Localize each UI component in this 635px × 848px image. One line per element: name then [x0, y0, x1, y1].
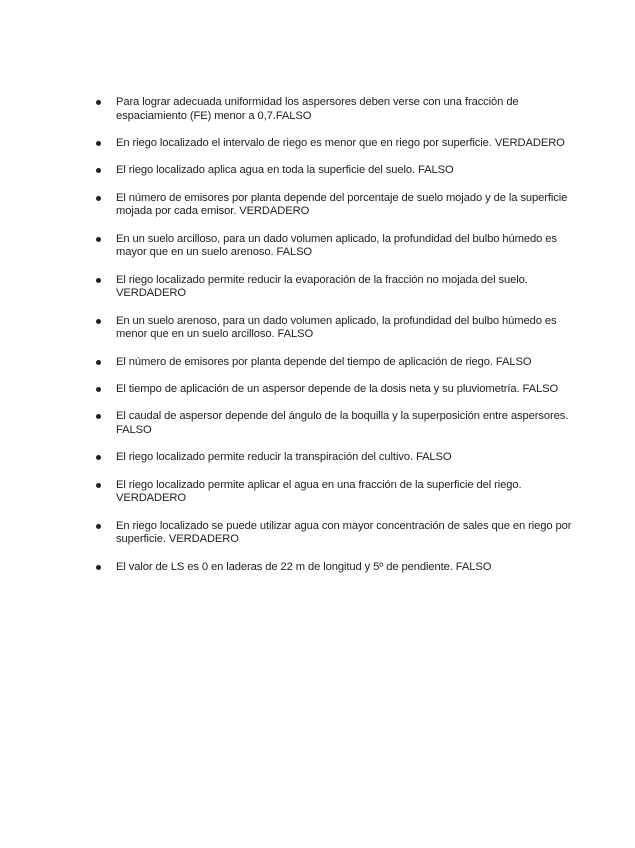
list-item [96, 356, 576, 370]
bullet-icon [96, 414, 101, 419]
statement-text: En un suelo arenoso, para un dado volumen aplicado, la profundidad del bulbo húmedo es menor que en un suelo arcilloso. FALSO [116, 314, 557, 341]
list-item [96, 315, 576, 342]
statement-text: En riego localizado se puede utilizar agua con mayor concentración de sales que en riego por superficie. VERDADERO [116, 519, 572, 546]
bullet-icon [96, 278, 101, 283]
list-item [96, 561, 576, 575]
list-item [96, 410, 576, 437]
statement-list [96, 96, 576, 588]
list-item [96, 192, 576, 219]
bullet-icon [96, 360, 101, 365]
bullet-icon [96, 196, 101, 201]
bullet-icon [96, 141, 101, 146]
list-item [96, 233, 576, 260]
bullet-icon [96, 524, 101, 529]
list-item [96, 520, 576, 547]
statement-text: El número de emisores por planta depende del porcentaje de suelo mojado y de la superficie mojada por cada emisor. VERDADERO [116, 191, 568, 218]
statement-text: El número de emisores por planta depende del tiempo de aplicación de riego. FALSO [116, 355, 532, 368]
statement-text: En riego localizado el intervalo de riego es menor que en riego por superficie. VERDADERO [116, 136, 565, 149]
bullet-icon [96, 483, 101, 488]
statement-text: En un suelo arcilloso, para un dado volumen aplicado, la profundidad del bulbo húmedo es mayor que en un suelo arenoso. FALSO [116, 232, 557, 259]
list-item [96, 451, 576, 465]
statement-text: El riego localizado permite reducir la transpiración del cultivo. FALSO [116, 451, 452, 464]
statement-text: El riego localizado aplica agua en toda la superficie del suelo. FALSO [116, 164, 454, 177]
bullet-icon [96, 565, 101, 570]
bullet-icon [96, 319, 101, 324]
list-item [96, 383, 576, 397]
bullet-icon [96, 100, 101, 105]
bullet-icon [96, 168, 101, 173]
statement-text: El riego localizado permite aplicar el agua en una fracción de la superficie del riego. VERDADERO [116, 478, 522, 505]
statement-text: El riego localizado permite reducir la evaporación de la fracción no mojada del suelo. VERDADERO [116, 273, 528, 300]
list-item [96, 479, 576, 506]
statement-text: El caudal de aspersor depende del ángulo de la boquilla y la superposición entre aspersores. FALSO [116, 410, 569, 437]
statement-text: El tiempo de aplicación de un aspersor depende de la dosis neta y su pluviometría. FALSO [116, 383, 559, 396]
bullet-icon [96, 387, 101, 392]
list-item [96, 164, 576, 178]
bullet-icon [96, 237, 101, 242]
list-item [96, 274, 576, 301]
statement-text: Para lograr adecuada uniformidad los aspersores deben verse con una fracción de espaciamiento (FE) menor a 0,7.FALSO [116, 96, 519, 122]
list-item [96, 137, 576, 151]
bullet-icon [96, 455, 101, 460]
statement-text: El valor de LS es 0 en laderas de 22 m de longitud y 5º de pendiente. FALSO [116, 560, 492, 573]
list-item [96, 96, 576, 123]
